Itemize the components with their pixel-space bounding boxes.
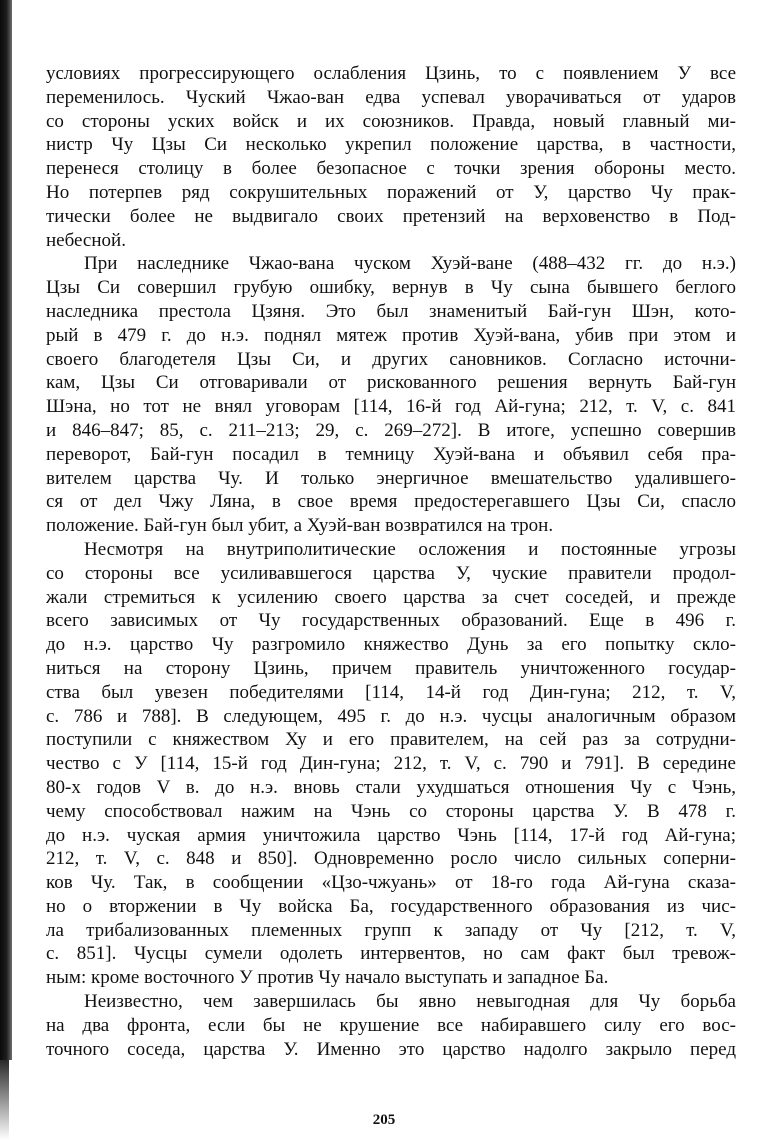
text-line: нистр Чу Цзы Си несколько укрепил положение царства, в частности, [46, 134, 736, 156]
text-line: жали стремиться к усилению своего царства за счет соседей, и прежде [46, 586, 736, 608]
text-line: ниться на сторону Цзинь, причем правитель уничтоженного государ- [46, 657, 736, 679]
text-line: с. 851]. Чусцы сумели одолеть интервентов, но сам факт был тревож- [46, 943, 736, 965]
text-line: с. 786 и 788]. В следующем, 495 г. до н.э. чусцы аналогичным образом [46, 705, 736, 727]
text-line: При наследнике Чжао-вана чуском Хуэй-ване (488–432 гг. до н.э.) [84, 253, 736, 275]
text-line: со стороны все усиливавшегося царства У, чуские правители продол- [46, 562, 736, 584]
scan-binding-shadow [0, 0, 12, 1060]
text-line: положение. Бай-гун был убит, а Хуэй-ван возвратился на трон. [46, 515, 554, 537]
text-line: небесной. [46, 229, 126, 251]
paragraph-4 [46, 990, 736, 1061]
text-line: 80-х годов V в. до н.э. вновь стали ухудшаться отношения Чу с Чэнь, [46, 776, 736, 798]
text-line: со стороны уских войск и их союзников. Правда, новый главный ми- [46, 110, 736, 132]
text-line: ся от дел Чжу Ляна, в свое время предостерегавшего Цзы Си, спасло [46, 491, 736, 513]
text-line: переменилось. Чуский Чжао-ван едва успевал уворачиваться от ударов [46, 86, 736, 108]
text-line: условиях прогрессирующего ослабления Цзинь, то с появлением У все [46, 63, 736, 84]
text-line: и 846–847; 85, с. 211–213; 29, с. 269–272]. В итоге, успешно совершив [46, 419, 736, 441]
text-line: тически более не выдвигало своих претензий на верховенство в Под- [46, 205, 736, 227]
paragraph-2 [46, 252, 736, 538]
text-line: рый в 479 г. до н.э. поднял мятеж против Хуэй-вана, убив при этом и [46, 324, 736, 346]
page-number: 205 [372, 1112, 396, 1128]
text-line: до н.э. чуская армия уничтожила царство Чэнь [114, 17-й год Ай-гуна; [46, 824, 736, 846]
text-line: Цзы Си совершил грубую ошибку, вернув в Чу сына бывшего беглого [46, 277, 736, 299]
text-line: чество с У [114, 15-й год Дин-гуна; 212, т. V, с. 790 и 791]. В середине [46, 753, 736, 775]
text-line: 212, т. V, с. 848 и 850]. Одновременно росло число сильных соперни- [46, 848, 736, 870]
text-line: точного соседа, царства У. Именно это царство надолго закрыло перед [46, 1038, 736, 1060]
text-line: вителем царства Чу. И только энергичное вмешательство удалившего- [46, 467, 736, 489]
text-line: ла трибализованных племенных групп к западу от Чу [212, т. V, [46, 919, 736, 941]
text-line: Но потерпев ряд сокрушительных поражений от У, царство Чу прак- [46, 181, 736, 203]
text-line: Несмотря на внутриполитические осложения и постоянные угрозы [84, 538, 736, 560]
text-line: поступили с княжеством Ху и его правителем, на сей раз за сотрудни- [46, 729, 736, 751]
text-line: переворот, Бай-гун посадил в темницу Хуэй-вана и объявил себя пра- [46, 443, 736, 465]
paragraph-1 [46, 62, 736, 252]
text-line: до н.э. царство Чу разгромило княжество Дунь за его попытку скло- [46, 634, 736, 656]
page-body [46, 62, 736, 1061]
text-line: всего зависимых от Чу государственных образований. Еще в 496 г. [46, 610, 736, 632]
text-line: Неизвестно, чем завершилась бы явно невыгодная для Чу борьба [84, 991, 736, 1013]
text-line: но о вторжении в Чу войска Ба, государственного образования из чис- [46, 895, 736, 917]
text-line: перенеся столицу в более безопасное с точки зрения обороны место. [46, 158, 736, 180]
text-line: на два фронта, если бы не крушение все набиравшего силу его вос- [46, 1014, 736, 1036]
paragraph-3 [46, 538, 736, 990]
text-line: ства был увезен победителями [114, 14-й год Дин-гуна; 212, т. V, [46, 681, 736, 703]
text-line: Шэна, но тот не внял уговорам [114, 16-й год Ай-гуна; 212, т. V, с. 841 [46, 396, 736, 418]
text-line: чему способствовал нажим на Чэнь со стороны царства У. В 478 г. [46, 800, 736, 822]
text-line: ков Чу. Так, в сообщении «Цзо-чжуань» от 18-го года Ай-гуна сказа- [46, 872, 736, 894]
text-line: наследника престола Цзяня. Это был знаменитый Бай-гун Шэн, кото- [46, 300, 736, 322]
text-line: ным: кроме восточного У против Чу начало выступать и западное Ба. [46, 967, 609, 989]
text-line: кам, Цзы Си отговаривали от рискованного решения вернуть Бай-гун [46, 372, 736, 394]
text-line: своего благодетеля Цзы Си, и других сановников. Согласно источни- [46, 348, 736, 370]
